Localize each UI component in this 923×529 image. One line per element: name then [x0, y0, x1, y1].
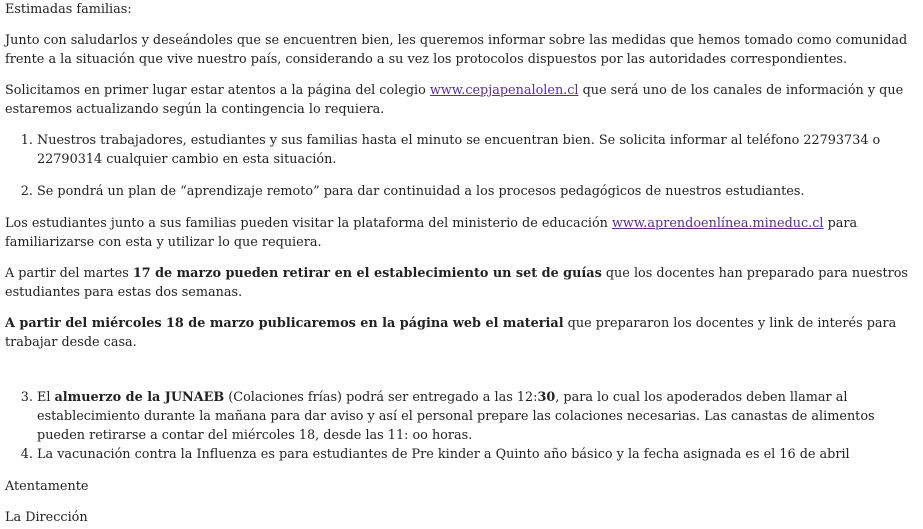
lunch-rest: , para lo cual los apoderados deben llamar al establecimiento durante la mañana para dar aviso y así el personal prepare las colaciones necesarias. Las canastas de alimentos pueden retirarse a contar del miércoles 18, desde las 11: oo horas.	[37, 390, 875, 443]
material-rest: que prepararon los docentes y link de interés para trabajar desde casa.	[5, 316, 897, 350]
spacer	[5, 364, 917, 388]
material-bold: A partir del miércoles 18 de marzo publicaremos en la página web el material	[5, 316, 564, 331]
school-page-paragraph	[5, 81, 917, 119]
lunch-lead: El	[37, 390, 55, 405]
school-page-after: que será uno de los canales de información y que estaremos actualizando según la contingencia lo requiera.	[5, 83, 904, 117]
closing: Atentamente	[5, 479, 89, 494]
ministry-paragraph	[5, 214, 917, 252]
list-item: 1. Nuestros trabajadores, estudiantes y sus familias hasta el minuto se encuentran bien. Se solicita informar al teléfono 22793734 o 22790314 cualquier cambio en esta situación.	[37, 131, 917, 169]
numbered-list-one	[5, 131, 917, 201]
ministry-after: para familiarizarse con esta y utilizar lo que requiera.	[5, 216, 858, 250]
lunch-mid: (Colaciones frías) podrá ser entregado a las 12:	[224, 390, 538, 405]
ministry-before: Los estudiantes junto a sus familias pueden visitar la plataforma del ministerio de educación	[5, 216, 612, 231]
guides-paragraph	[5, 264, 917, 302]
intro-paragraph: Junto con saludarlos y deseándoles que se encuentren bien, les queremos informar sobre las medidas que hemos tomado como comunidad frente a la situación que vive nuestro país, considerando a su vez los protocolos dispuestos por las autoridades correspondientes.	[5, 33, 908, 67]
signature: La Dirección	[5, 510, 88, 525]
guides-rest: que los docentes han preparado para nuestros estudiantes para estas dos semanas.	[5, 266, 908, 300]
lunch-time-bold: 30	[537, 390, 556, 405]
guides-lead: A partir del martes	[5, 266, 133, 281]
list-item: 2. Se pondrá un plan de “aprendizaje remoto” para dar continuidad a los procesos pedagógicos de nuestros estudiantes.	[37, 182, 917, 201]
list-item: 4. La vacunación contra la Influenza es para estudiantes de Pre kinder a Quinto año básico y la fecha asignada es el 16 de abril	[37, 445, 917, 464]
material-paragraph	[5, 314, 917, 352]
school-website-link[interactable]: www.cepjapenalolen.cl	[429, 83, 579, 98]
ministry-website-link[interactable]: www.aprendoenlínea.mineduc.cl	[611, 216, 824, 231]
guides-bold: 17 de marzo pueden retirar en el establecimiento un set de guías	[132, 266, 602, 281]
lunch-bold: almuerzo de la JUNAEB	[54, 390, 225, 405]
list-item	[37, 388, 917, 445]
greeting: Estimadas familias:	[5, 2, 132, 17]
numbered-list-two	[5, 388, 917, 464]
school-page-before: Solicitamos en primer lugar estar atentos a la página del colegio	[5, 83, 430, 98]
